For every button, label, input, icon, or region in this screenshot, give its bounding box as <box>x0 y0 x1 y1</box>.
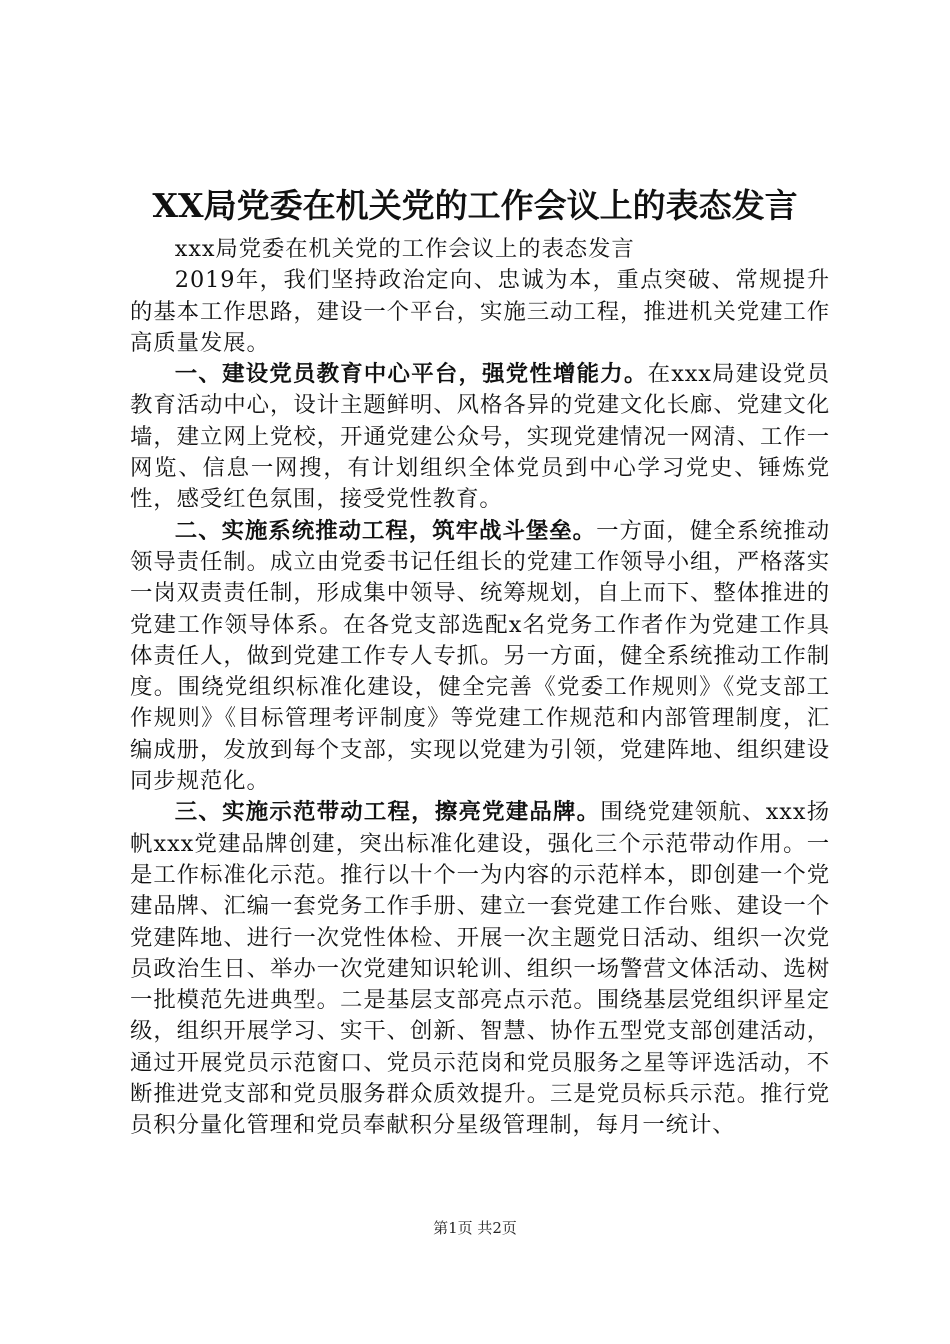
section-2-heading: 二、实施系统推动工程，筑牢战斗堡垒。 <box>174 517 597 544</box>
paragraph-intro <box>130 265 830 359</box>
paragraph-text: 围绕党建领航、xxx扬帆xxx党建品牌创建，突出标准化建设，强化三个示范带动作用。一是工作标准化示范。推行以十个一为内容的示范样本，即创建一个党建品牌、汇编一套党务工作手册、建立一套党建工作台账、建设一个党建阵地、进行一次党性体检、开展一次主题党日活动、组织一次党员政治生日、举办一次党建知识轮训、组织一场警营文体活动、选树一批模范先进典型。二是基层支部亮点示范。围绕基层党组织评星定级，组织开展学习、实干、创新、智慧、协作五型党支部创建活动，通过开展党员示范窗口、党员示范岗和党员服务之星等评选活动，不断推进党支部和党员服务群众质效提升。三是党员标兵示范。推行党员积分量化管理和党员奉献积分星级管理制，每月一统计、 <box>130 799 830 1139</box>
section-1-heading: 一、建设党员教育中心平台，强党性增能力。 <box>174 361 648 388</box>
paragraph-text: 一方面，健全系统推动领导责任制。成立由党委书记任组长的党建工作领导小组，严格落实一岗双责责任制，形成集中领导、统筹规划，自上而下、整体推进的党建工作领导体系。在各党支部选配x名党务工作者作为党建工作具体责任人，做到党建工作专人专抓。另一方面，健全系统推动工作制度。围绕党组织标准化建设，健全完善《党委工作规则》《党支部工作规则》《目标管理考评制度》等党建工作规范和内部管理制度，汇编成册，发放到每个支部，实现以党建为引领，党建阵地、组织建设同步规范化。 <box>130 517 831 795</box>
paragraph-section-3 <box>130 797 830 1141</box>
paragraph-section-2 <box>130 516 830 798</box>
paragraph-text: xxx局党委在机关党的工作会议上的表态发言 <box>174 236 635 262</box>
page-number: 第1页 共2页 <box>433 1219 517 1237</box>
document-body <box>130 234 830 1142</box>
document-title: XX局党委在机关党的工作会议上的表态发言 <box>152 186 798 225</box>
paragraph-text: 在xxx局建设党员教育活动中心，设计主题鲜明、风格各异的党建文化长廊、党建文化墙，建立网上党校，开通党建公众号，实现党建情况一网清、工作一网览、信息一网搜，有计划组织全体党员到中心学习党史、锤炼党性，感受红色氛围，接受党性教育。 <box>130 361 831 513</box>
paragraph-section-1 <box>130 359 830 515</box>
paragraph-subtitle <box>130 234 830 265</box>
paragraph-text: 2019年，我们坚持政治定向、忠诚为本，重点突破、常规提升的基本工作思路，建设一个平台，实施三动工程，推进机关党建工作高质量发展。 <box>130 267 830 356</box>
section-3-heading: 三、实施示范带动工程，擦亮党建品牌。 <box>174 799 601 826</box>
